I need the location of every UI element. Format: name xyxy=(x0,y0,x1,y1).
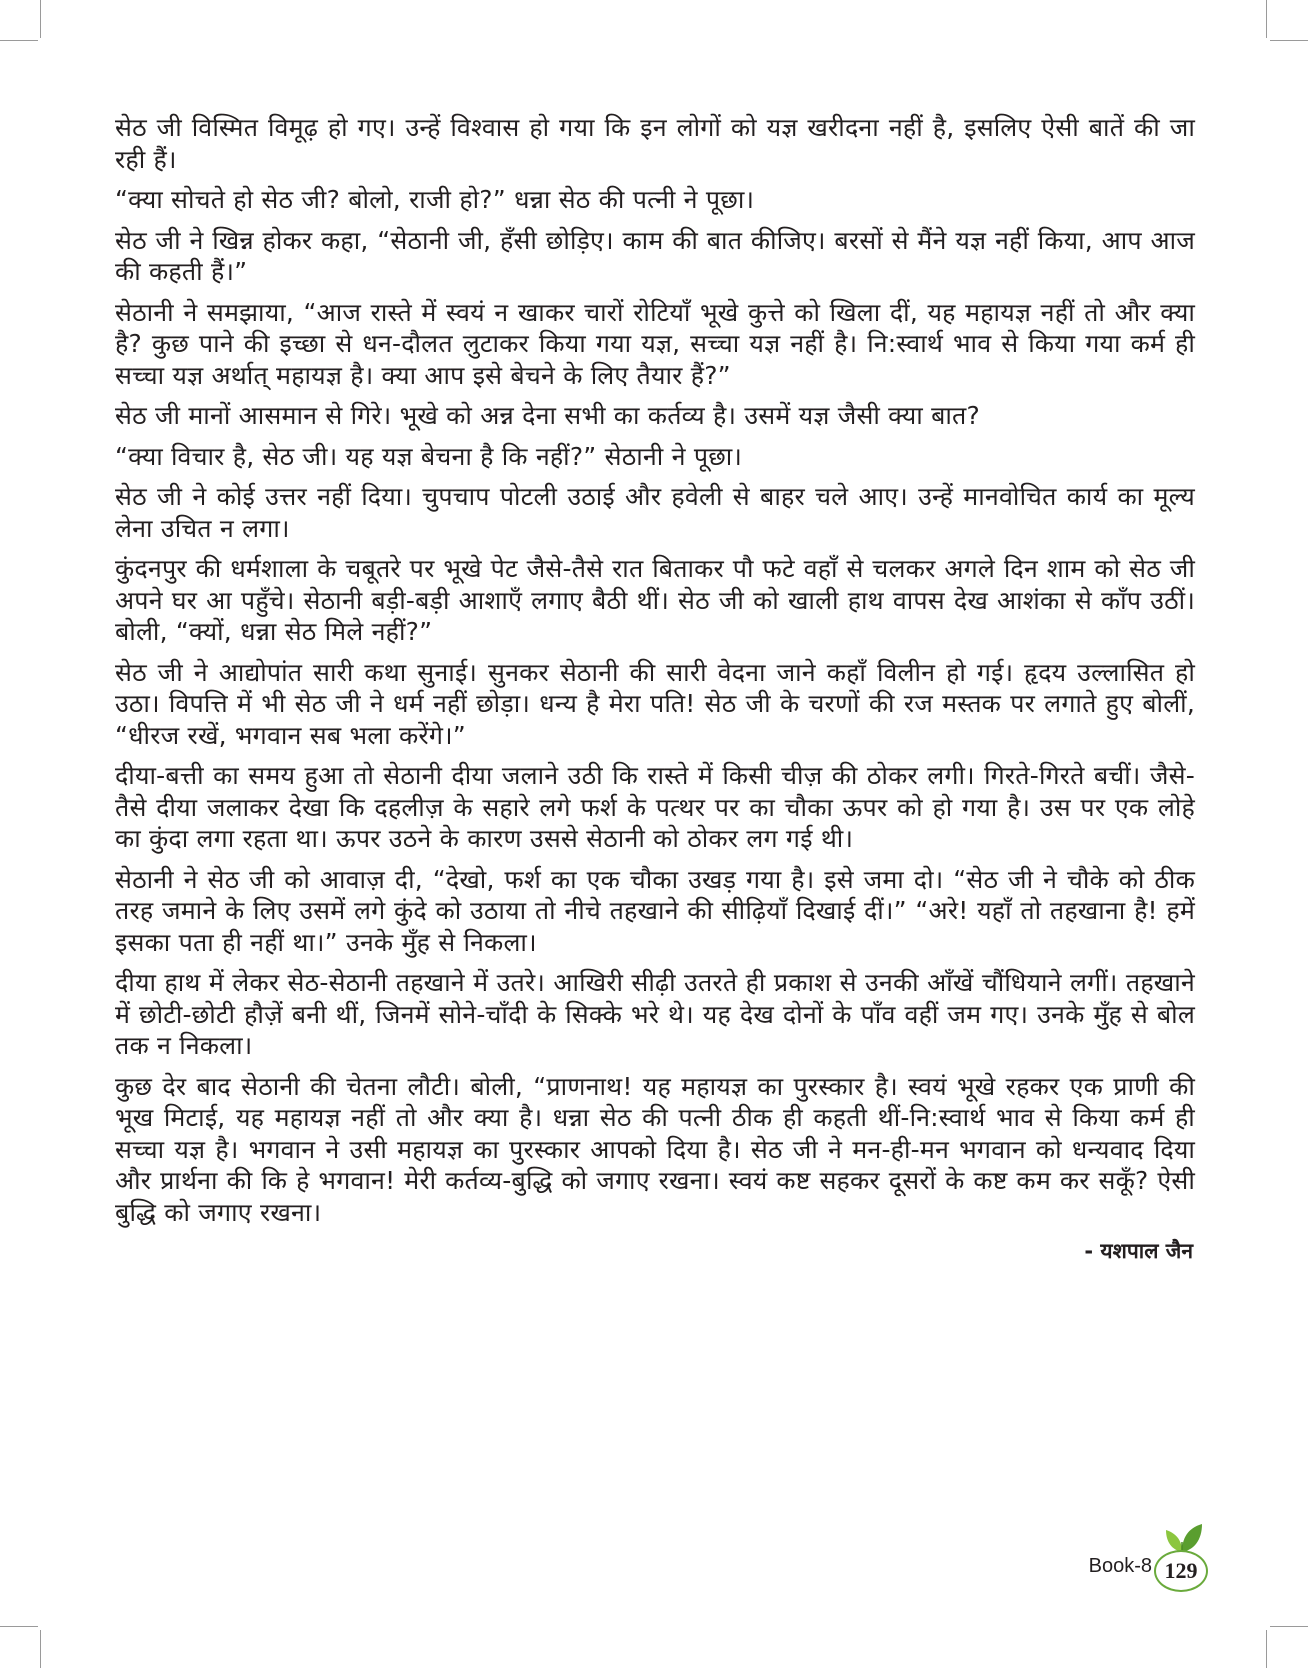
crop-mark xyxy=(1270,40,1308,41)
paragraph: दीया-बत्ती का समय हुआ तो सेठानी दीया जलाने उठी कि रास्ते में किसी चीज़ की ठोकर लगी। गिरते-गिरते बचीं। जैसे-तैसे दीया जलाकर देखा कि दहलीज़ के सहारे लगे फर्श के पत्थर पर का चौका ऊपर को हो गया है। उस पर एक लोहे का कुंदा लगा रहता था। ऊपर उठने के कारण उससे सेठानी को ठोकर लग गई थी। xyxy=(115,761,1195,853)
crop-mark xyxy=(40,1630,41,1668)
author-credit: - यशपाल जैन xyxy=(1084,1239,1193,1263)
paragraph: सेठ जी ने खिन्न होकर कहा, “सेठानी जी, हँसी छोड़िए। काम की बात कीजिए। बरसों से मैंने यज्ञ नहीं किया, आप आज की कहती हैं।” xyxy=(115,225,1195,286)
paragraph: कुछ देर बाद सेठानी की चेतना लौटी। बोली, “प्राणनाथ! यह महायज्ञ का पुरस्कार है। स्वयं भूखे रहकर एक प्राणी की भूख मिटाई, यह महायज्ञ नहीं तो और क्या है। धन्ना सेठ की पत्नी ठीक ही कहती थीं-नि:स्वार्थ भाव से किया कर्म ही सच्चा यज्ञ है। भगवान ने उसी महायज्ञ का पुरस्कार आपको दिया है। सेठ जी ने मन-ही-मन भगवान को धन्यवाद दिया और प्रार्थना की कि हे भगवान! मेरी कर्तव्य-बुद्धि को जगाए रखना। स्वयं कष्ट सहकर दूसरों के कष्ट कम कर सकूँ? ऐसी बुद्धि को जगाए रखना। xyxy=(115,1071,1195,1227)
paragraph: सेठानी ने सेठ जी को आवाज़ दी, “देखो, फर्श का एक चौका उखड़ गया है। इसे जमा दो। “सेठ जी ने चौके को ठीक तरह जमाने के लिए उसमें लगे कुंदे को उठाया तो नीचे तहखाने की सीढ़ियाँ दिखाई दीं।” “अरे! यहाँ तो तहखाना है! हमें इसका पता ही नहीं था।” उनके मुँह से निकला। xyxy=(115,864,1195,957)
paragraph: “क्या सोचते हो सेठ जी? बोलो, राजी हो?” धन्ना सेठ की पत्नी ने पूछा। xyxy=(115,185,755,214)
page-number: 129 xyxy=(1154,1550,1208,1592)
book-label: Book-8 xyxy=(1088,1555,1152,1577)
page-footer xyxy=(1058,1520,1208,1630)
story-body xyxy=(115,112,1195,1265)
crop-mark xyxy=(0,40,38,41)
paragraph: सेठ जी ने आद्योपांत सारी कथा सुनाई। सुनकर सेठानी की सारी वेदना जाने कहाँ विलीन हो गई। हृदय उल्लासित हो उठा। विपत्ति में भी सेठ जी ने धर्म नहीं छोड़ा। धन्य है मेरा पति! सेठ जी के चरणों की रज मस्तक पर लगाते हुए बोलीं, “धीरज रखें, भगवान सब भला करेंगे।” xyxy=(115,657,1195,750)
crop-mark xyxy=(1266,0,1267,38)
crop-mark xyxy=(1270,1626,1308,1627)
paragraph: दीया हाथ में लेकर सेठ-सेठानी तहखाने में उतरे। आखिरी सीढ़ी उतरते ही प्रकाश से उनकी आँखें चौंधियाने लगीं। तहखाने में छोटी-छोटी हौज़ें बनी थीं, जिनमें सोने-चाँदी के सिक्के भरे थे। यह देख दोनों के पाँव वहीं जम गए। उनके मुँह से बोल तक न निकला। xyxy=(115,968,1195,1060)
paragraph: सेठानी ने समझाया, “आज रास्ते में स्वयं न खाकर चारों रोटियाँ भूखे कुत्ते को खिला दीं, यह महायज्ञ नहीं तो और क्या है? कुछ पाने की इच्छा से धन-दौलत लुटाकर किया गया यज्ञ, सच्चा यज्ञ नहीं है। नि:स्वार्थ भाव से किया गया कर्म ही सच्चा यज्ञ अर्थात् महायज्ञ है। क्या आप इसे बेचने के लिए तैयार हैं?” xyxy=(115,297,1195,390)
crop-mark xyxy=(40,0,41,38)
paragraph: सेठ जी विस्मित विमूढ़ हो गए। उन्हें विश्वास हो गया कि इन लोगों को यज्ञ खरीदना नहीं है, इसलिए ऐसी बातें की जा रही हैं। xyxy=(115,113,1195,174)
paragraph: सेठ जी ने कोई उत्तर नहीं दिया। चुपचाप पोटली उठाई और हवेली से बाहर चले आए। उन्हें मानवोचित कार्य का मूल्य लेना उचित न लगा। xyxy=(115,482,1195,543)
paragraph: सेठ जी मानों आसमान से गिरे। भूखे को अन्न देना सभी का कर्तव्य है। उसमें यज्ञ जैसी क्या बात? xyxy=(115,401,980,430)
crop-mark xyxy=(1266,1630,1267,1668)
paragraph: कुंदनपुर की धर्मशाला के चबूतरे पर भूखे पेट जैसे-तैसे रात बिताकर पौ फटे वहाँ से चलकर अगले दिन शाम को सेठ जी अपने घर आ पहुँचे। सेठानी बड़ी-बड़ी आशाएँ लगाए बैठी थीं। सेठ जी को खाली हाथ वापस देख आशंका से काँप उठीं। बोली, “क्यों, धन्ना सेठ मिले नहीं?” xyxy=(115,554,1195,646)
paragraph: “क्या विचार है, सेठ जी। यह यज्ञ बेचना है कि नहीं?” सेठानी ने पूछा। xyxy=(115,441,743,471)
crop-mark xyxy=(0,1626,38,1627)
leaf-icon xyxy=(1160,1520,1204,1554)
